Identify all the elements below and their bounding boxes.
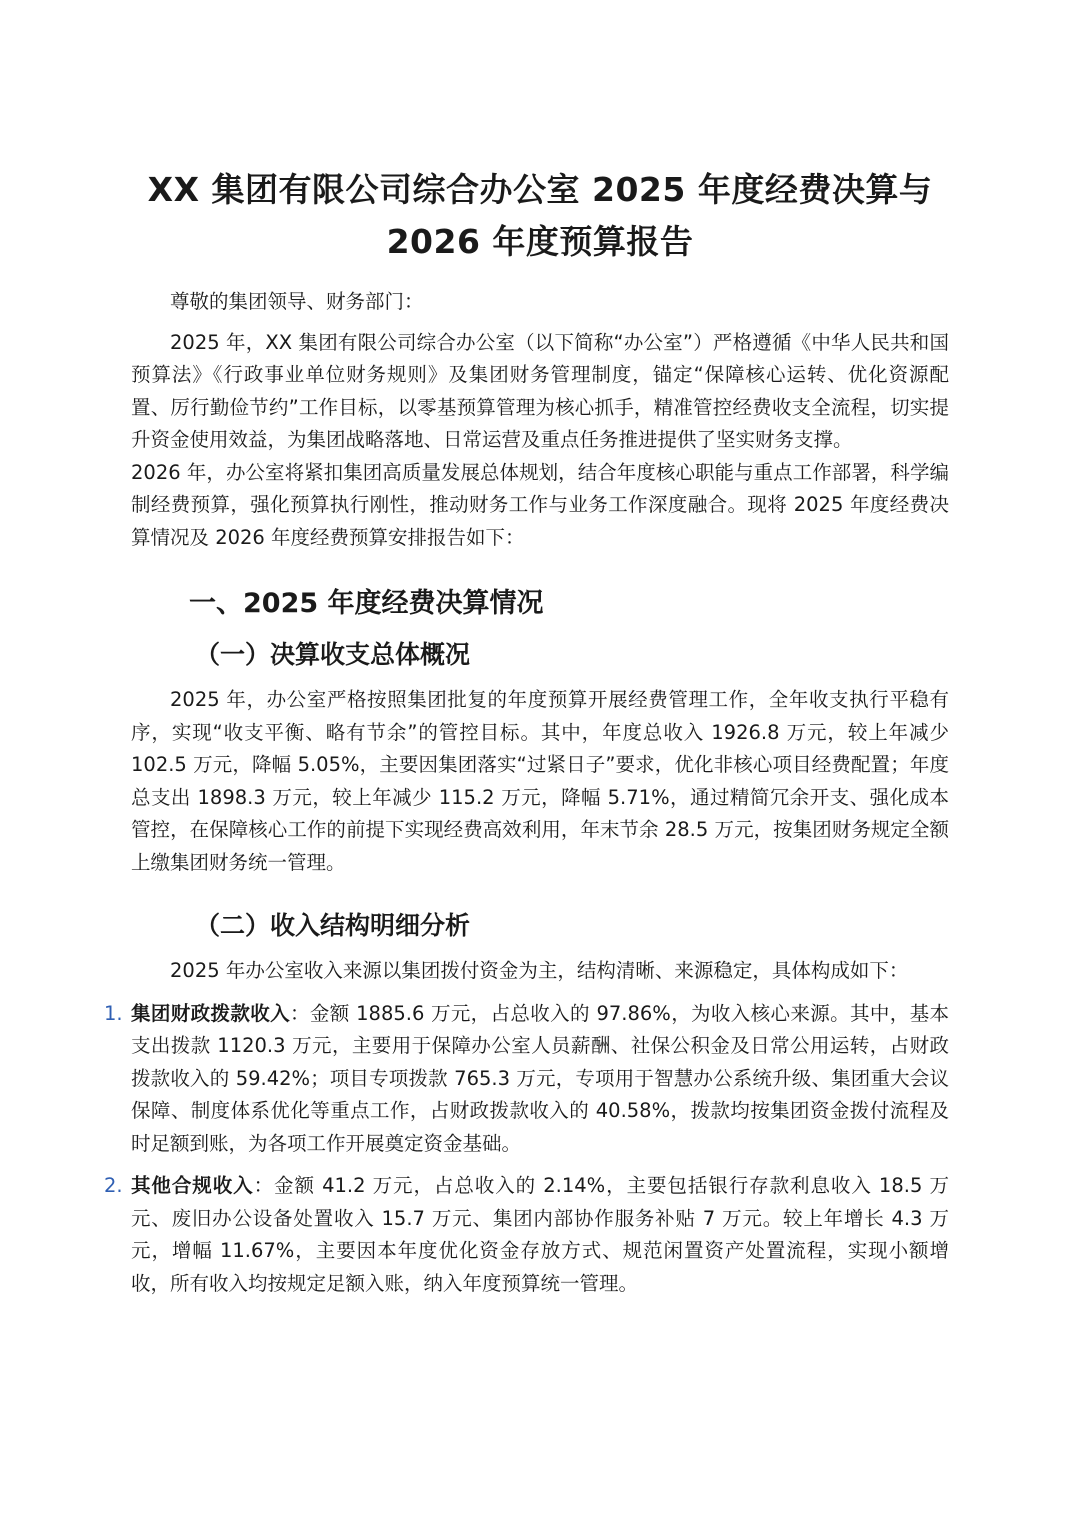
list-number: 1. (104, 1001, 123, 1025)
list-item (104, 1170, 949, 1300)
list-item (104, 998, 949, 1161)
page-title: XX 集团有限公司综合办公室 2025 年度经费决算与 2026 年度预算报告 (147, 170, 933, 261)
list-number: 2. (104, 1174, 123, 1197)
document-page (104, 164, 949, 1300)
list-item-label: 其他合规收入 (131, 1174, 254, 1197)
subsection-1-paragraph: 2025 年，办公室严格按照集团批复的年度预算开展经费管理工作，全年收支执行平稳有序，实现“收支平衡、略有节余”的管控目标。其中，年度总收入 1926.8 万元，较上年减少 102.5 万元，降幅 5.05%，主要因集团落实“过紧日子”要求，优化非核心项目经费配置；年度总支出 1898.3 万元，较上年减少 115.2 万元，降幅 5.71%，通过精简冗余开支、强化成本管控，在保障核心工作的前提下实现经费高效利用，年末节余 28.5 万元，按集团财务规定全额上缴集团财务统一管理。 (131, 688, 949, 874)
intro-paragraph-2: 2026 年，办公室将紧扣集团高质量发展总体规划，结合年度核心职能与重点工作部署，科学编制经费预算，强化预算执行刚性，推动财务工作与业务工作深度融合。现将 2025 年度经费决算情况及 2026 年度经费预算安排报告如下： (131, 460, 949, 549)
intro-paragraph-1: 2025 年，XX 集团有限公司综合办公室（以下简称“办公室”）严格遵循《中华人民共和国预算法》《行政事业单位财务规则》及集团财务管理制度，锚定“保障核心运转、优化资源配置、厉行勤俭节约”工作目标，以零基预算管理为核心抓手，精准管控经费收支全流程，切实提升资金使用效益，为集团战略落地、日常运营及重点任务推进提供了坚实财务支撑。 (131, 330, 949, 451)
subsection-heading-1: （一）决算收支总体概况 (195, 640, 471, 669)
list-item-text: ：金额 1885.6 万元，占总收入的 97.86%，为收入核心来源。其中，基本支出拨款 1120.3 万元，主要用于保障办公室人员薪酬、社保公积金及日常公用运转，占财政拨款收入的 59.42%；项目专项拨款 765.3 万元，专项用于智慧办公系统升级、集团重大会议保障、制度体系优化等重点工作，占财政拨款收入的 40.58%，拨款均按集团资金拨付流程及时足额到账，为各项工作开展奠定资金基础。 (131, 1001, 949, 1155)
subsection-2-paragraph: 2025 年办公室收入来源以集团拨付资金为主，结构清晰、来源稳定，具体构成如下： (170, 959, 909, 982)
list-item-label: 集团财政拨款收入 (131, 1001, 290, 1025)
list-item-text: ：金额 41.2 万元，占总收入的 2.14%，主要包括银行存款利息收入 18.5 万元、废旧办公设备处置收入 15.7 万元、集团内部协作服务补贴 7 万元。较上年增长 4.3 万元，增幅 11.67%，主要因本年度优化资金存放方式、规范闲置资产处置流程，实现小额增收，所有收入均按规定足额入账，纳入年度预算统一管理。 (131, 1174, 949, 1295)
section-heading-1: 一、2025 年度经费决算情况 (189, 588, 544, 619)
salutation: 尊敬的集团领导、财务部门： (170, 290, 424, 313)
subsection-heading-2: （二）收入结构明细分析 (195, 911, 471, 940)
